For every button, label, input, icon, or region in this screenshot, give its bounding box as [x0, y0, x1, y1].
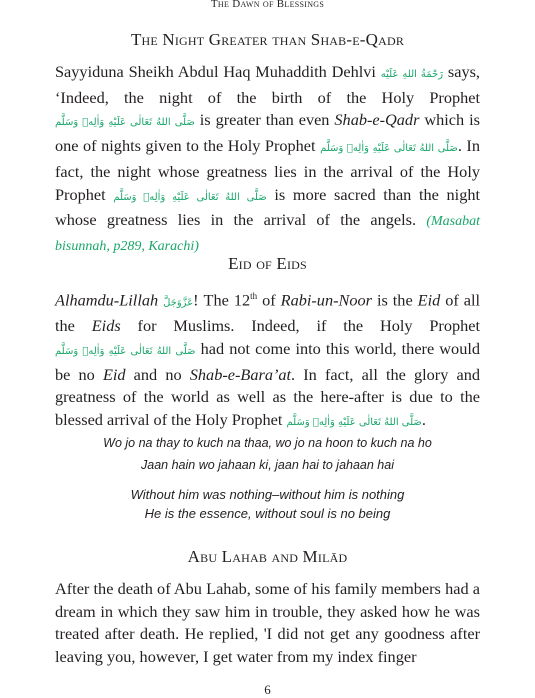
honorific-allah: عَزَّوَجَلَّ — [163, 297, 194, 309]
paragraph-abu-lahab: After the death of Abu Lahab, some of his family members had a dream in which they saw him in trouble, they asked how he was treated after death. He replied, 'I did not get any goodness after leaving you, however, I get water from my index finger — [55, 579, 480, 667]
page-number: 6 — [264, 682, 271, 697]
section-heading-eid: Eid of Eids — [228, 254, 307, 273]
verse-line: Without him was nothing–without him is nothing — [130, 487, 405, 502]
honorific-prophet: صَلَّى اللهُ تَعَالٰى عَلَيْهِ وَاٰلِهٖ وَسَلَّم — [113, 191, 267, 203]
section-heading-night: The Night Greater than Shab-e-Qadr — [130, 30, 405, 49]
honorific-prophet: صَلَّى اللهُ تَعَالٰى عَلَيْهِ وَاٰلِهٖ وَسَلَّم — [286, 416, 422, 428]
verse-line: Jaan hain wo jahaan ki, jaan hai to jahaan hai — [141, 458, 394, 472]
honorific-prophet: صَلَّى اللهُ تَعَالٰى عَلَيْهِ وَاٰلِهٖ وَسَلَّم — [55, 117, 195, 129]
honorific-prophet: صَلَّى اللهُ تَعَالٰى عَلَيْهِ وَاٰلِهٖ وَسَلَّم — [55, 345, 196, 357]
honorific-sheikh: رَحْمَةُ اللهِ عَلَيْه — [380, 69, 444, 80]
section-heading-abu-lahab: Abu Lahab and Milād — [187, 547, 348, 566]
verse-line: He is the essence, without soul is no being — [144, 506, 391, 521]
honorific-prophet: صَلَّى اللهُ تَعَالٰى عَلَيْهِ وَاٰلِهٖ وَسَلَّم — [320, 143, 458, 155]
verse-line: Wo jo na thay to kuch na thaa, wo jo na hoon to kuch na ho — [103, 436, 432, 450]
paragraph-eid: Alhamdu-Lillah عَزَّوَجَلَّ! The 12th of Rabi-un-Noor is the Eid of all the Eids for Muslims. Indeed, if the Holy Prophet صَلَّى اللهُ تَعَالٰى عَلَيْهِ وَاٰلِهٖ وَسَلَّم had not come into this world, there would be no Eid and no Shab-e-Bara’at. In fact, all the glory and greatness of the world as well as the here-after is due to the blessed arrival of the Holy Prophet صَلَّى اللهُ تَعَالٰى عَلَيْهِ وَاٰلِهٖ وَسَلَّم. — [55, 290, 481, 429]
citation: (Masabat bisunnah, p289, Karachi) — [55, 214, 480, 254]
verse-english — [55, 485, 480, 523]
running-head: The Dawn of Blessings — [210, 0, 325, 10]
verse-urdu — [55, 432, 480, 476]
paragraph-night: Sayyiduna Sheikh Abdul Haq Muhaddith Dehlvi رَحْمَةُ اللهِ عَلَيْه says, ‘Indeed, the night of the birth of the Holy Prophet صَلَّى اللهُ تَعَالٰى عَلَيْهِ وَاٰلِهٖ وَسَلَّم is greater than even Shab-e-Qadr which is one of nights given to the Holy Prophet صَلَّى اللهُ تَعَالٰى عَلَيْهِ وَاٰلِهٖ وَسَلَّم. In fact, the night whose greatness lies in the arrival of the Holy Prophet صَلَّى اللهُ تَعَالٰى عَلَيْهِ وَاٰلِهٖ وَسَلَّم is more sacred than the night whose greatness lies in the arrival of the angels. (Masabat bisunnah, p289, Karachi) — [55, 62, 481, 254]
